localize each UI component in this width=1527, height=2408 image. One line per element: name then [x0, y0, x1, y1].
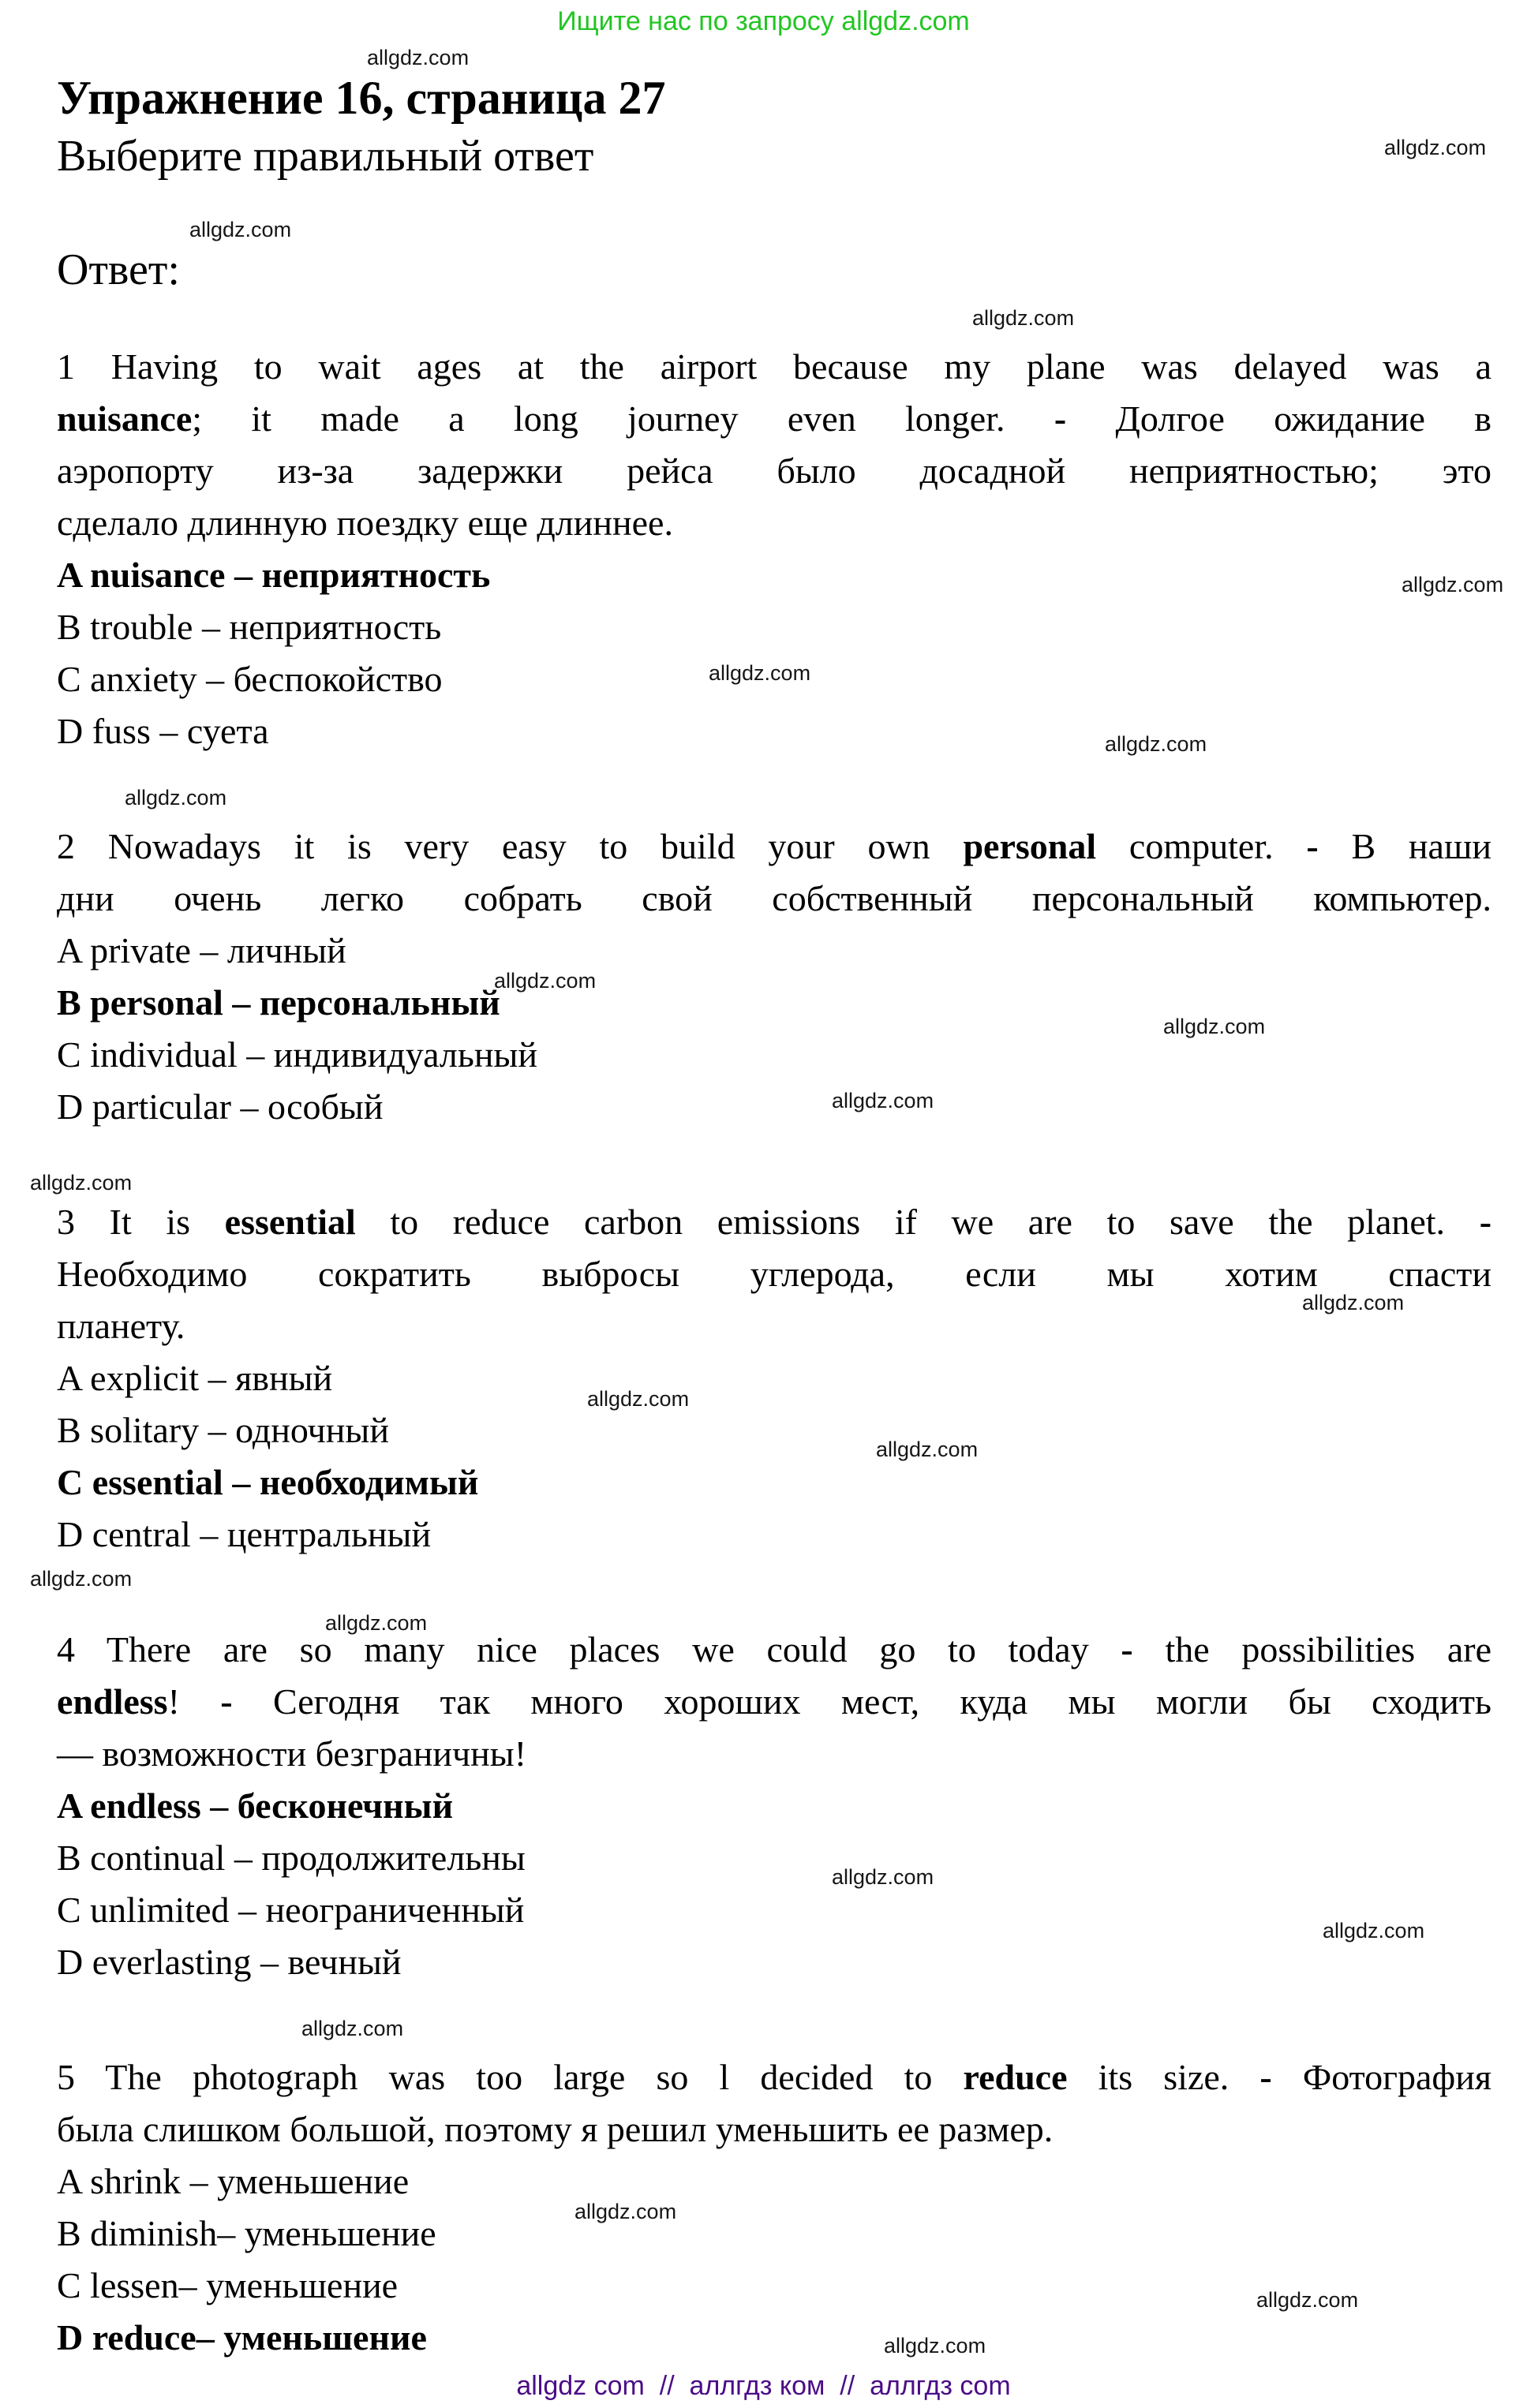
question-sentence [57, 341, 1491, 549]
watermark: allgdz.com [325, 1611, 428, 1635]
text-segment: ! [167, 1681, 221, 1722]
answer-option: B trouble – неприятность [57, 607, 442, 647]
options-list [57, 549, 1491, 757]
answer-option: A explicit – явный [57, 1358, 333, 1398]
bold-text-segment: - [1054, 398, 1067, 439]
bold-text-segment: - [1479, 1202, 1492, 1242]
sentence-line [57, 497, 1491, 549]
text-segment: 4 There are so many nice places we could go to today [57, 1629, 1121, 1670]
question-block-3 [57, 1196, 1491, 1561]
questions-container [57, 341, 1491, 2364]
options-list [57, 2156, 1491, 2364]
question-block-4 [57, 1624, 1491, 1988]
text-segment: была слишком большой, поэтому я решил уменьшить ее размер. [57, 2109, 1054, 2149]
answer-option-correct: D reduce– уменьшение [57, 2317, 427, 2358]
watermark: allgdz.com [574, 2200, 677, 2223]
answer-option: B solitary – одночный [57, 1410, 389, 1450]
text-segment: Долгое ожидание в [1066, 398, 1491, 439]
watermark: allgdz.com [367, 46, 470, 69]
watermark: allgdz.com [1163, 1015, 1266, 1038]
bold-text-segment: endless [57, 1681, 168, 1722]
watermark: allgdz.com [832, 1865, 934, 1889]
watermark: allgdz.com [1105, 732, 1207, 756]
bold-text-segment: - [220, 1681, 233, 1722]
watermark: allgdz.com [1402, 573, 1504, 596]
answer-label: Ответ: [57, 245, 180, 294]
watermark: allgdz.com [125, 786, 227, 810]
question-sentence [57, 1624, 1491, 1780]
sentence-line [57, 1248, 1491, 1300]
sentence-line [57, 1196, 1491, 1248]
footer-links: allgdz com // аллгдз ком // аллгдз com [516, 2371, 1011, 2401]
watermark: allgdz.com [709, 661, 811, 685]
options-list [57, 1352, 1491, 1561]
text-segment: Фотография [1271, 2057, 1491, 2097]
answer-option: A private – личный [57, 930, 346, 970]
exercise-instruction: Выберите правильный ответ [57, 132, 594, 181]
question-sentence [57, 1196, 1491, 1352]
answer-option: D everlasting – вечный [57, 1942, 402, 1982]
text-segment: аэропорту из-за задержки рейса было досадной неприятностью; это [57, 451, 1491, 491]
watermark: allgdz.com [587, 1387, 690, 1411]
answer-option-correct: A nuisance – неприятность [57, 555, 491, 595]
question-sentence [57, 821, 1491, 925]
answer-option-correct: A endless – бесконечный [57, 1785, 454, 1826]
watermark: allgdz.com [1302, 1291, 1405, 1314]
text-segment: Необходимо сократить выбросы углерода, если мы хотим спасти [57, 1254, 1491, 1294]
question-sentence [57, 2051, 1491, 2156]
sentence-line [57, 2051, 1491, 2103]
answer-option: C anxiety – беспокойство [57, 659, 443, 699]
text-segment: ; it made a long journey even longer. [192, 398, 1054, 439]
watermark: allgdz.com [972, 306, 1075, 330]
watermark: allgdz.com [884, 2334, 986, 2358]
sentence-line [57, 341, 1491, 393]
watermark: allgdz.com [832, 1089, 934, 1112]
question-block-5 [57, 2051, 1491, 2364]
text-segment: 1 Having to wait ages at the airport because my plane was delayed was a [57, 346, 1491, 387]
text-segment: computer. [1096, 826, 1307, 866]
watermark: allgdz.com [1384, 136, 1487, 159]
answer-option: B continual – продолжительны [57, 1838, 526, 1878]
watermark: allgdz.com [1256, 2288, 1359, 2312]
page-title: Упражнение 16, страница 27 [57, 72, 666, 124]
sentence-line [57, 873, 1491, 925]
question-block-2 [57, 821, 1491, 1133]
options-list [57, 1780, 1491, 1988]
answer-option: C lessen– уменьшение [57, 2265, 399, 2305]
bold-text-segment: nuisance [57, 398, 193, 439]
options-list [57, 925, 1491, 1133]
document-content [0, 73, 1527, 2364]
text-segment: its size. [1067, 2057, 1260, 2097]
watermark: allgdz.com [494, 969, 597, 993]
sentence-line [57, 1728, 1491, 1780]
sentence-line [57, 1300, 1491, 1352]
answer-option: D fuss – суета [57, 711, 269, 751]
promo-banner: Ищите нас по запросу allgdz.com [557, 6, 970, 36]
sentence-line [57, 393, 1491, 445]
watermark: allgdz.com [189, 218, 292, 241]
answer-option: D particular – особый [57, 1086, 384, 1127]
text-segment: 5 The photograph was too large so l decided to [57, 2057, 964, 2097]
bold-text-segment: - [1259, 2057, 1272, 2097]
bold-text-segment: - [1306, 826, 1319, 866]
watermark: allgdz.com [876, 1438, 979, 1461]
bold-text-segment: personal [963, 826, 1097, 866]
text-segment: планету. [57, 1306, 185, 1346]
sentence-line [57, 2103, 1491, 2156]
bold-text-segment: - [1121, 1629, 1133, 1670]
bold-text-segment: reduce [963, 2057, 1068, 2097]
answer-option-correct: C essential – необходимый [57, 1462, 479, 1502]
text-segment: сделало длинную поездку еще длиннее. [57, 503, 673, 543]
answer-option: C unlimited – неограниченный [57, 1890, 525, 1930]
answer-option: D central – центральный [57, 1514, 432, 1554]
text-segment: — возможности безграничны! [57, 1733, 527, 1774]
text-segment: Сегодня так много хороших мест, куда мы могли бы сходить [232, 1681, 1491, 1722]
answer-option: A shrink – уменьшение [57, 2161, 410, 2201]
watermark: allgdz.com [301, 2017, 404, 2040]
answer-option: C individual – индивидуальный [57, 1034, 538, 1075]
sentence-line [57, 821, 1491, 873]
answer-option-correct: B personal – персональный [57, 982, 500, 1023]
text-segment: 3 It is [57, 1202, 225, 1242]
sentence-line [57, 445, 1491, 497]
watermark: allgdz.com [1323, 1919, 1425, 1942]
text-segment: 2 Nowadays it is very easy to build your own [57, 826, 964, 866]
answer-option: B diminish– уменьшение [57, 2213, 436, 2253]
watermark: allgdz.com [30, 1171, 133, 1195]
text-segment: the possibilities are [1132, 1629, 1491, 1670]
watermark: allgdz.com [30, 1567, 133, 1591]
sentence-line [57, 1624, 1491, 1676]
sentence-line [57, 1676, 1491, 1728]
text-segment: to reduce carbon emissions if we are to save the planet. [355, 1202, 1480, 1242]
text-segment: дни очень легко собрать свой собственный персональный компьютер. [57, 878, 1491, 918]
text-segment: В наши [1318, 826, 1491, 866]
question-block-1 [57, 341, 1491, 757]
bold-text-segment: essential [224, 1202, 356, 1242]
